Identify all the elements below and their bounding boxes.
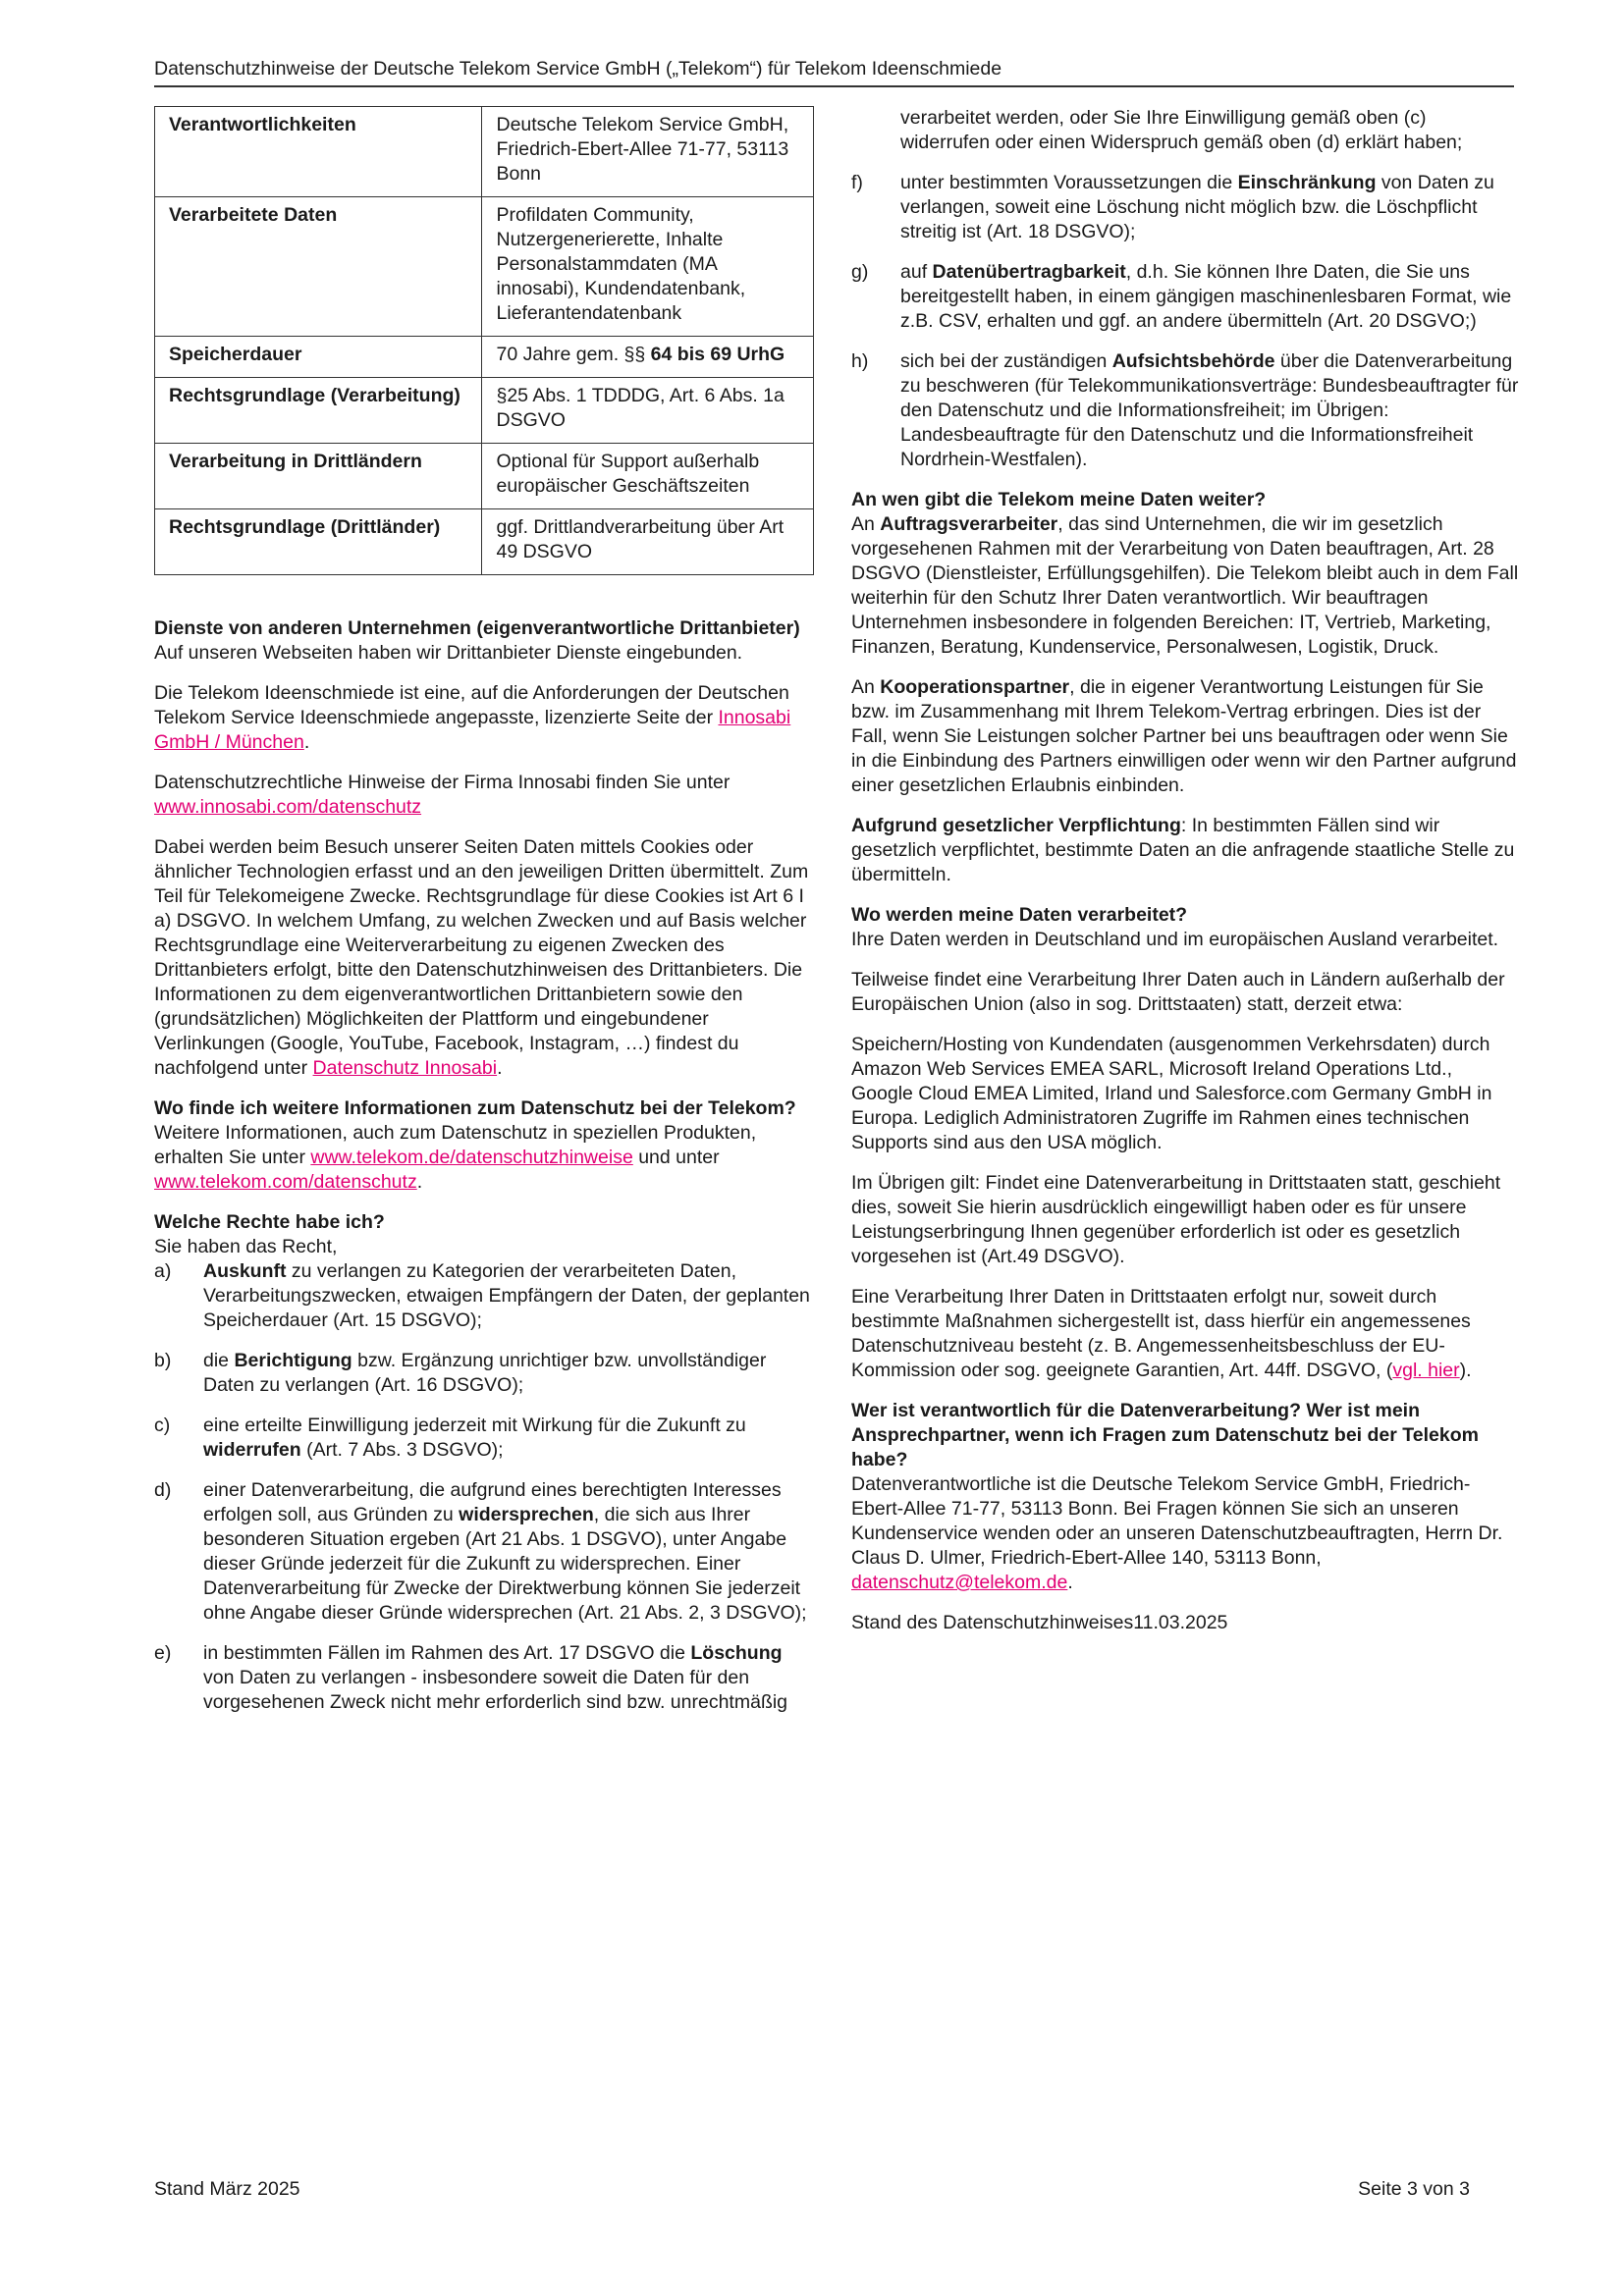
paragraph: Weitere Informationen, auch zum Datenschutz in speziellen Produkten, erhalten Sie unter www.telekom.de/datenschutzhinweise und unter www.telekom.com/datenschutz. xyxy=(154,1122,757,1193)
dienste-section xyxy=(154,616,814,666)
list-text: einer Datenverarbeitung, die aufgrund eines berechtigten Interesses erfolgen soll, aus Gründen zu widersprechen, die sich aus Ihrer besonderen Situation ergeben (Art 21 Abs. 1 DSGVO), unter Angabe dieser Gründe jederzeit für die Zukunft zu widersprechen. Einer Datenverarbeitung für Zwecke der Direktwerbung können Sie jederzeit ohne Angabe dieser Gründe widersprechen (Art. 21 Abs. 2, 3 DSGVO); xyxy=(203,1479,807,1624)
table-value: §25 Abs. 1 TDDDG, Art. 6 Abs. 1a DSGVO xyxy=(482,378,814,444)
table-row xyxy=(155,107,814,197)
table-value: ggf. Drittlandverarbeitung über Art 49 DSGVO xyxy=(482,509,814,575)
telekom-datenschutzhinweise-link[interactable]: www.telekom.de/datenschutzhinweise xyxy=(310,1147,633,1168)
table-value: Deutsche Telekom Service GmbH, Friedrich-Ebert-Allee 71-77, 53113 Bonn xyxy=(482,107,814,197)
paragraph: Ihre Daten werden in Deutschland und im europäischen Ausland verarbeitet. xyxy=(851,929,1499,950)
table-row xyxy=(155,197,814,337)
innosabi-datenschutz-link[interactable]: www.innosabi.com/datenschutz xyxy=(154,796,422,818)
paragraph: Datenschutzrechtliche Hinweise der Firma Innosabi finden Sie unter www.innosabi.com/datenschutz xyxy=(154,772,731,818)
list-label: d) xyxy=(154,1479,172,1501)
list-item xyxy=(851,171,1519,244)
table-value-text: 70 Jahre gem. §§ xyxy=(496,344,651,365)
page-number: Seite 3 von 3 xyxy=(1358,2178,1470,2200)
list-text: auf Datenübertragbarkeit, d.h. Sie können Ihre Daten, die Sie uns bereitgestellt haben, in einem gängigen maschinenlesbaren Format, wie z.B. CSV, erhalten und ggf. an andere übermitteln (Art. 20 DSGVO;) xyxy=(900,261,1512,332)
table-row xyxy=(155,378,814,444)
paragraph: Dabei werden beim Besuch unserer Seiten Daten mittels Cookies oder ähnlicher Technologien erfasst und an den jeweiligen Dritten übermittelt. Zum Teil für Telekomeigene Zwecke. Rechtsgrundlage für diese Cookies ist Art 6 I a) DSGVO. In welchem Umfang, zu welchen Zwecken und auf Basis welcher Rechtsgrundlage eine Weiterverarbeitung zu eigenen Zwecken des Drittanbieters erfolgt, bitte den Datenschutzhinweisen des Drittanbieters. Die Informationen zu dem eigenverantwortlichen Drittanbietern sowie den (grundsätzlichen) Möglichkeiten der Plattform und eingebundener Verlinkungen (Google, YouTube, Facebook, Instagram, …) findest du nachfolgend unter Datenschutz Innosabi. xyxy=(154,836,809,1079)
list-text: die Berichtigung bzw. Ergänzung unrichtiger bzw. unvollständiger Daten zu verlangen (Art. 16 DSGVO); xyxy=(203,1350,767,1396)
list-item xyxy=(154,1478,814,1626)
list-text: eine erteilte Einwilligung jederzeit mit Wirkung für die Zukunft zu widerrufen (Art. 7 Abs. 3 DSGVO); xyxy=(203,1415,746,1461)
datenschutz-innosabi-link[interactable]: Datenschutz Innosabi xyxy=(312,1057,498,1079)
verarbeitungsort-section xyxy=(851,903,1519,952)
right-column xyxy=(851,106,1519,1651)
rechte-section xyxy=(154,1210,814,1715)
datenschutz-email-link[interactable]: datenschutz@telekom.de xyxy=(851,1572,1068,1593)
table-key: Speicherdauer xyxy=(155,337,482,378)
list-label: e) xyxy=(154,1642,172,1664)
info-table xyxy=(154,106,814,575)
list-label: g) xyxy=(851,261,869,283)
section-heading: An wen gibt die Telekom meine Daten weiter? xyxy=(851,489,1267,510)
vgl-hier-link[interactable]: vgl. hier xyxy=(1392,1360,1460,1381)
stand-text: Stand des Datenschutzhinweises11.03.2025 xyxy=(851,1612,1228,1633)
table-key: Rechtsgrundlage (Verarbeitung) xyxy=(155,378,482,444)
paragraph: An Auftragsverarbeiter, das sind Unternehmen, die wir im gesetzlich vorgesehenen Rahmen mit der Verarbeitung von Daten beauftragen, Art. 28 DSGVO (Dienstleister, Erfüllungsgehilfen). Die Telekom bleibt auch in dem Fall weiterhin für den Schutz Ihrer Daten verantwortlich. Wir beauftragen Unternehmen insbesondere in folgenden Bereichen: IT, Vertrieb, Marketing, Finanzen, Beratung, Kundenservice, Personalwesen, Logistik, Druck. xyxy=(851,513,1519,658)
table-key: Verantwortlichkeiten xyxy=(155,107,482,197)
list-item xyxy=(154,1641,814,1715)
list-label: a) xyxy=(154,1260,172,1282)
paragraph: Sie haben das Recht, xyxy=(154,1236,338,1257)
list-label: b) xyxy=(154,1350,172,1371)
page-header: Datenschutzhinweise der Deutsche Telekom Service GmbH („Telekom“) für Telekom Ideenschmiede xyxy=(154,57,1514,87)
telekom-com-datenschutz-link[interactable]: www.telekom.com/datenschutz xyxy=(154,1171,417,1193)
section-heading: Wo finde ich weitere Informationen zum Datenschutz bei der Telekom? xyxy=(154,1097,796,1119)
list-label: f) xyxy=(851,172,863,193)
list-text: unter bestimmten Voraussetzungen die Einschränkung von Daten zu verlangen, soweit eine Löschung nicht möglich bzw. die Löschpflicht streitig ist (Art. 18 DSGVO); xyxy=(900,172,1494,242)
left-column xyxy=(154,106,814,1731)
wo-info-section xyxy=(154,1096,814,1195)
paragraph: Im Übrigen gilt: Findet eine Datenverarbeitung in Drittstaaten statt, geschieht dies, soweit Sie hierin ausdrücklich eingewilligt haben oder es für unsere Leistungserbringung Ihnen gegenüber erforderlich ist oder es gesetzlich vorgesehen ist (Art.49 DSGVO). xyxy=(851,1172,1501,1267)
list-item xyxy=(154,1259,814,1333)
list-label: h) xyxy=(851,350,869,372)
paragraph: Datenverantwortliche ist die Deutsche Telekom Service GmbH, Friedrich-Ebert-Allee 71-77, 53113 Bonn. Bei Fragen können Sie sich an unseren Kundenservice wenden oder an unseren Datenschutzbeauftragten, Herrn Dr. Claus D. Ulmer, Friedrich-Ebert-Allee 140, 53113 Bonn, datenschutz@telekom.de. xyxy=(851,1473,1503,1593)
weitergabe-section xyxy=(851,488,1519,660)
table-value xyxy=(482,337,814,378)
paragraph: Eine Verarbeitung Ihrer Daten in Drittstaaten erfolgt nur, soweit durch bestimmte Maßnahmen sichergestellt ist, dass hierfür ein angemessenes Datenschutzniveau besteht (z. B. Angemessenheitsbeschluss der EU-Kommission oder sog. geeignete Garantien, Art. 44ff. DSGVO, (vgl. hier). xyxy=(851,1286,1472,1381)
list-label: c) xyxy=(154,1415,171,1436)
section-heading: Wer ist verantwortlich für die Datenverarbeitung? Wer ist mein Ansprechpartner, wenn ich Fragen zum Datenschutz bei der Telekom habe? xyxy=(851,1400,1479,1470)
section-heading: Wo werden meine Daten verarbeitet? xyxy=(851,904,1188,926)
section-heading: Dienste von anderen Unternehmen (eigenverantwortliche Drittanbieter) xyxy=(154,617,800,639)
table-row xyxy=(155,444,814,509)
table-key: Verarbeitete Daten xyxy=(155,197,482,337)
section-heading: Welche Rechte habe ich? xyxy=(154,1211,385,1233)
innosabi-link[interactable]: Innosabi GmbH / München xyxy=(154,707,791,753)
table-value: Optional für Support außerhalb europäischer Geschäftszeiten xyxy=(482,444,814,509)
list-item xyxy=(851,349,1519,472)
footer-date: Stand März 2025 xyxy=(154,2178,300,2200)
list-text: Auskunft zu verlangen zu Kategorien der verarbeiteten Daten, Verarbeitungszwecken, etwaigen Empfängern der Daten, der geplanten Speicherdauer (Art. 15 DSGVO); xyxy=(203,1260,810,1331)
list-text: in bestimmten Fällen im Rahmen des Art. 17 DSGVO die Löschung von Daten zu verlangen - insbesondere soweit die Daten für den vorgesehenen Zweck nicht mehr erforderlich sind bzw. unrechtmäßig xyxy=(203,1642,788,1713)
table-key: Rechtsgrundlage (Drittländer) xyxy=(155,509,482,575)
paragraph: Teilweise findet eine Verarbeitung Ihrer Daten auch in Ländern außerhalb der Europäischen Union (also in sog. Drittstaaten) statt, derzeit etwa: xyxy=(851,969,1505,1015)
list-item xyxy=(154,1414,814,1463)
paragraph: Aufgrund gesetzlicher Verpflichtung: In bestimmten Fällen sind wir gesetzlich verpflichtet, bestimmte Daten an die anfragende staatliche Stelle zu übermitteln. xyxy=(851,815,1515,885)
paragraph: Auf unseren Webseiten haben wir Drittanbieter Dienste eingebunden. xyxy=(154,642,743,664)
list-item xyxy=(154,1349,814,1398)
paragraph: Speichern/Hosting von Kundendaten (ausgenommen Verkehrsdaten) durch Amazon Web Services EMEA SARL, Microsoft Ireland Operations Ltd., Google Cloud EMEA Limited, Irland und Salesforce.com Germany GmbH in Europa. Lediglich Administratoren Zugriffe im Rahmen eines technischen Supports sind aus den USA möglich. xyxy=(851,1034,1492,1153)
list-continuation: verarbeitet werden, oder Sie Ihre Einwilligung gemäß oben (c) widerrufen oder einen Widerspruch gemäß oben (d) erklärt haben; xyxy=(900,107,1463,153)
table-row xyxy=(155,337,814,378)
list-item xyxy=(851,260,1519,334)
table-value: Profildaten Community, Nutzergenerierette, Inhalte Personalstammdaten (MA innosabi), Kundendatenbank, Lieferantendatenbank xyxy=(482,197,814,337)
paragraph: An Kooperationspartner, die in eigener Verantwortung Leistungen für Sie bzw. im Zusammenhang mit Ihrem Telekom-Vertrag erbringen. Dies ist der Fall, wenn Sie Leistungen solcher Partner bei uns beauftragen oder wenn Sie in die Einbindung des Partners einwilligen oder wenn wir den Partner aufgrund einer gesetzlichen Erlaubnis einbinden. xyxy=(851,676,1517,796)
table-value-bold: 64 bis 69 UrhG xyxy=(650,344,785,365)
list-text: sich bei der zuständigen Aufsichtsbehörde über die Datenverarbeitung zu beschweren (für Telekommunikationsverträge: Bundesbeauftragter für den Datenschutz und die Informationsfreiheit; im Übrigen: Landesbeauftragte für den Datenschutz und die Informationsfreiheit Nordrhein-Westfalen). xyxy=(900,350,1519,470)
table-key: Verarbeitung in Drittländern xyxy=(155,444,482,509)
verantwortlich-section xyxy=(851,1399,1519,1595)
paragraph: Die Telekom Ideenschmiede ist eine, auf die Anforderungen der Deutschen Telekom Service Ideenschmiede angepasste, lizenzierte Seite der Innosabi GmbH / München. xyxy=(154,682,791,753)
table-row xyxy=(155,509,814,575)
